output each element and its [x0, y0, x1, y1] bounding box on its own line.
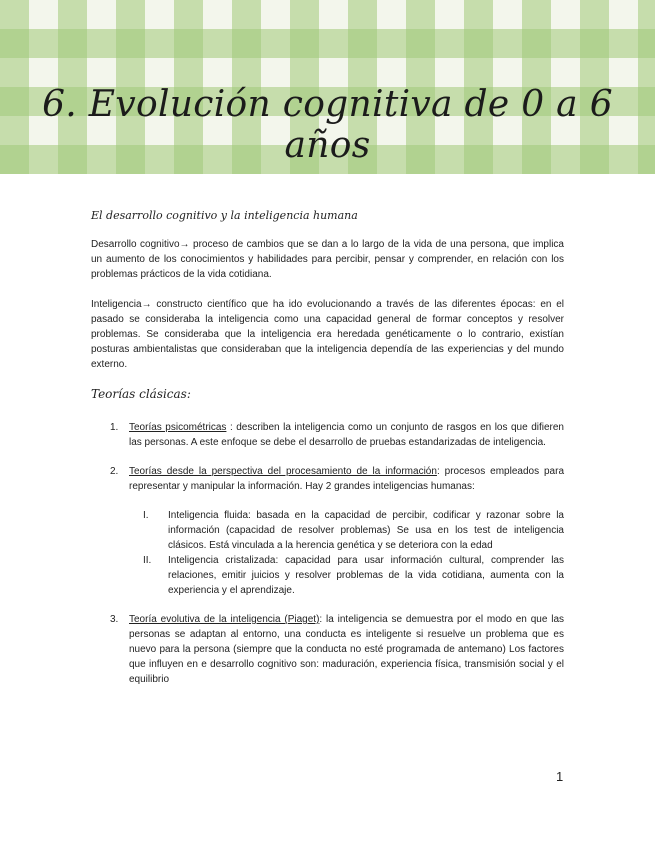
roman-number: II. — [143, 555, 152, 566]
intelligence-types-list — [91, 508, 564, 598]
sub-item-text: Inteligencia cristalizada: capacidad para usar información cultural, comprender las relaciones, emitir juicios y resolver problemas de la vida cotidiana, aumenta con la experiencia y el aprendizaje. — [168, 555, 564, 596]
page-number: 1 — [556, 769, 564, 784]
theory-name: Teorías desde la perspectiva del procesamiento de la información — [129, 466, 437, 477]
list-number: 3. — [110, 614, 119, 625]
theory-item-information-processing — [91, 464, 564, 494]
definition-cognitive-paragraph: Desarrollo cognitivo→ proceso de cambios que se dan a lo largo de la vida de una persona, que implica un aumento de los conocimientos y habilidades para percibir, pensar y comprender, en relación con los problemas prácticos de la vida cotidiana. — [91, 239, 564, 280]
theory-item-piaget — [91, 612, 564, 687]
document-body — [91, 208, 564, 701]
theory-description: : la inteligencia se demuestra por el modo en que las personas se adaptan al entorno, una conducta es inteligente si resuelve un problema que es nuevo para la persona (siempre que la conducta no esté programada de antemano) Los factores que influyen en e desarrollo cognitivo son: maduración, experiencia física, transmisión social y el equilibrio — [129, 614, 565, 685]
theory-name: Teoría evolutiva de la inteligencia (Piaget) — [129, 614, 320, 625]
sub-item-text: Inteligencia fluida: basada en la capacidad de percibir, codificar y razonar sobre la información (capacidad de resolver problemas) Se usa en los test de inteligencia clásicos. Está vinculada a la herencia genética y se deteriora con la edad — [168, 510, 564, 551]
sub-item-fluid-intelligence — [91, 508, 564, 553]
section-subtitle: El desarrollo cognitivo y la inteligencia humana — [91, 209, 358, 222]
list-number: 2. — [110, 466, 119, 477]
theory-name: Teorías psicométricas — [129, 422, 227, 433]
definition-intelligence-paragraph: Inteligencia→ constructo científico que ha ido evolucionando a través de las diferentes épocas: en el pasado se consideraba la inteligencia como una capacidad general de formar conceptos y resolver problemas. Se consideraba que la inteligencia era heredada genéticamente o lo contrario, existían posturas ambientalistas que consideraban que la inteligencia dependía de las experiencias y del mundo externo. — [91, 299, 564, 370]
theory-description: : procesos empleados para representar y manipular la información. Hay 2 grandes inteligencias humanas: — [129, 466, 565, 492]
gingham-header-banner — [0, 0, 655, 174]
list-number: 1. — [110, 422, 119, 433]
theory-description: : describen la inteligencia como un conjunto de rasgos en los que difieren las personas. A este enfoque se debe el desarrollo de pruebas estandarizadas de inteligencia. — [129, 422, 564, 448]
roman-number: I. — [143, 510, 149, 521]
theory-item-psychometric — [91, 420, 564, 450]
sub-item-crystallized-intelligence — [91, 553, 564, 598]
page-title: 6. Evolución cognitiva de 0 a 6 años — [42, 84, 613, 166]
classic-theories-heading: Teorías clásicas: — [91, 387, 191, 401]
